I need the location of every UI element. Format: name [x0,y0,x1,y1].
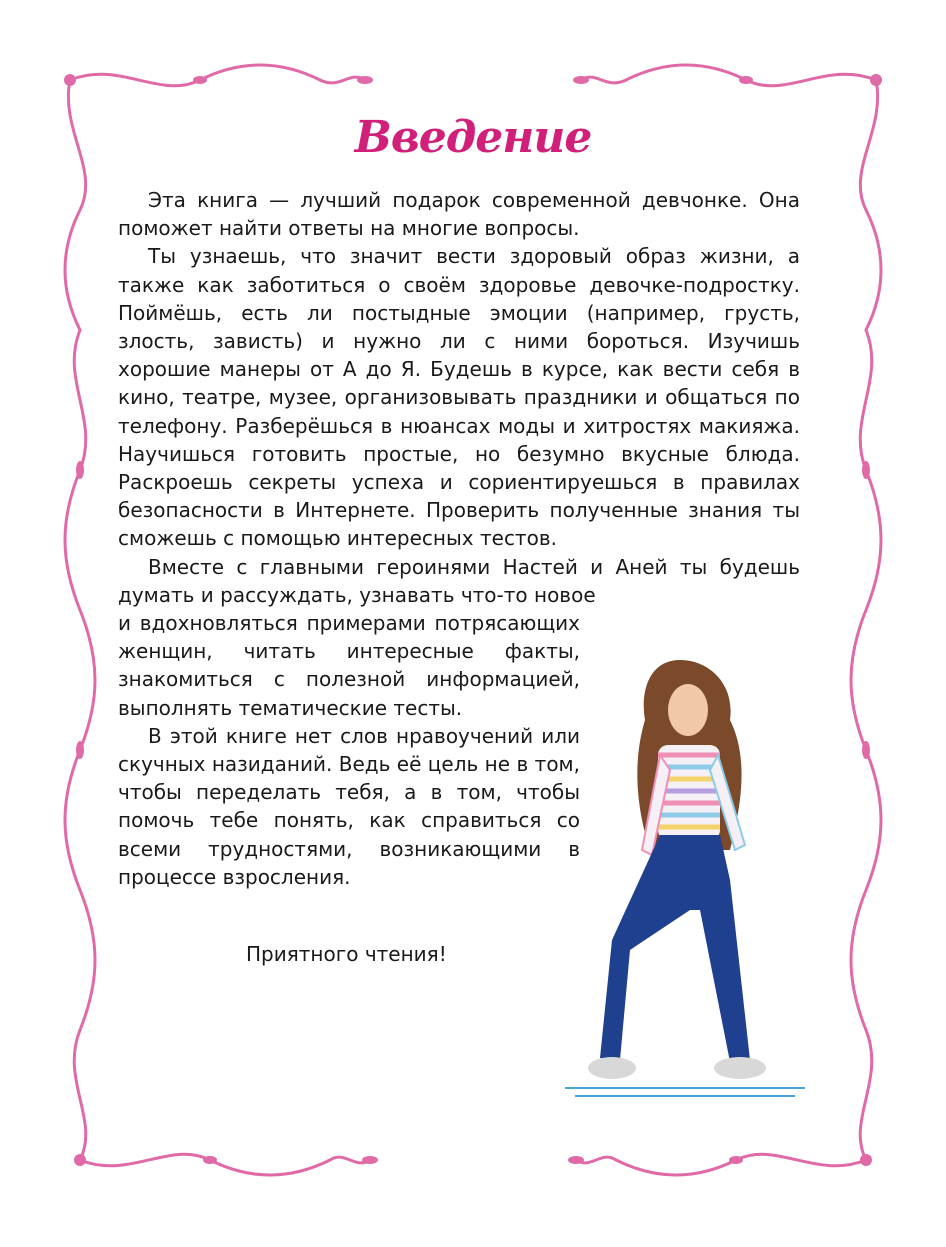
paragraph-3-lead: Вместе с главными героинями Настей и Аней ты будешь думать и рассуждать, узнавать что-то новое [118,554,800,607]
paragraph-3-rest: и вдохновляться примерами потрясающих женщин, читать интересные факты, знакомиться с полезной информацией, выполнять тематические тесты. [118,611,580,720]
girl-illustration [560,650,810,1110]
closing-line: Приятного чтения! [246,942,447,966]
paragraph-4: В этой книге нет слов нравоучений или скучных назиданий. Ведь её цель не в том, чтобы переделать тебя, а в том, чтобы помочь тебе понять, как справиться со всеми трудностями, возникающими в процессе взросления. [118,723,580,889]
page-title: Введение [354,112,592,163]
paragraph-1: Эта книга — лучший подарок современной девчонке. Она поможет найти ответы на многие вопросы. [118,188,800,241]
paragraph-2: Ты узнаешь, что значит вести здоровый образ жизни, а также как заботиться о своём здоровье девочке-подростку. Поймёшь, есть ли постыдные эмоции (например, грусть, злость, зависть) и нужно ли с ними бороться. Изучишь хорошие манеры от А до Я. Будешь в курсе, как вести себя в кино, театре, музее, организовывать праздники и общаться по телефону. Разберёшься в нюансах моды и хитростях макияжа. Научишься готовить простые, но безумно вкусные блюда. Раскроешь секреты успеха и сориентируешься в правилах безопасности в Интернете. Проверить полученные знания ты сможешь с помощью интересных тестов. [118,244,800,551]
